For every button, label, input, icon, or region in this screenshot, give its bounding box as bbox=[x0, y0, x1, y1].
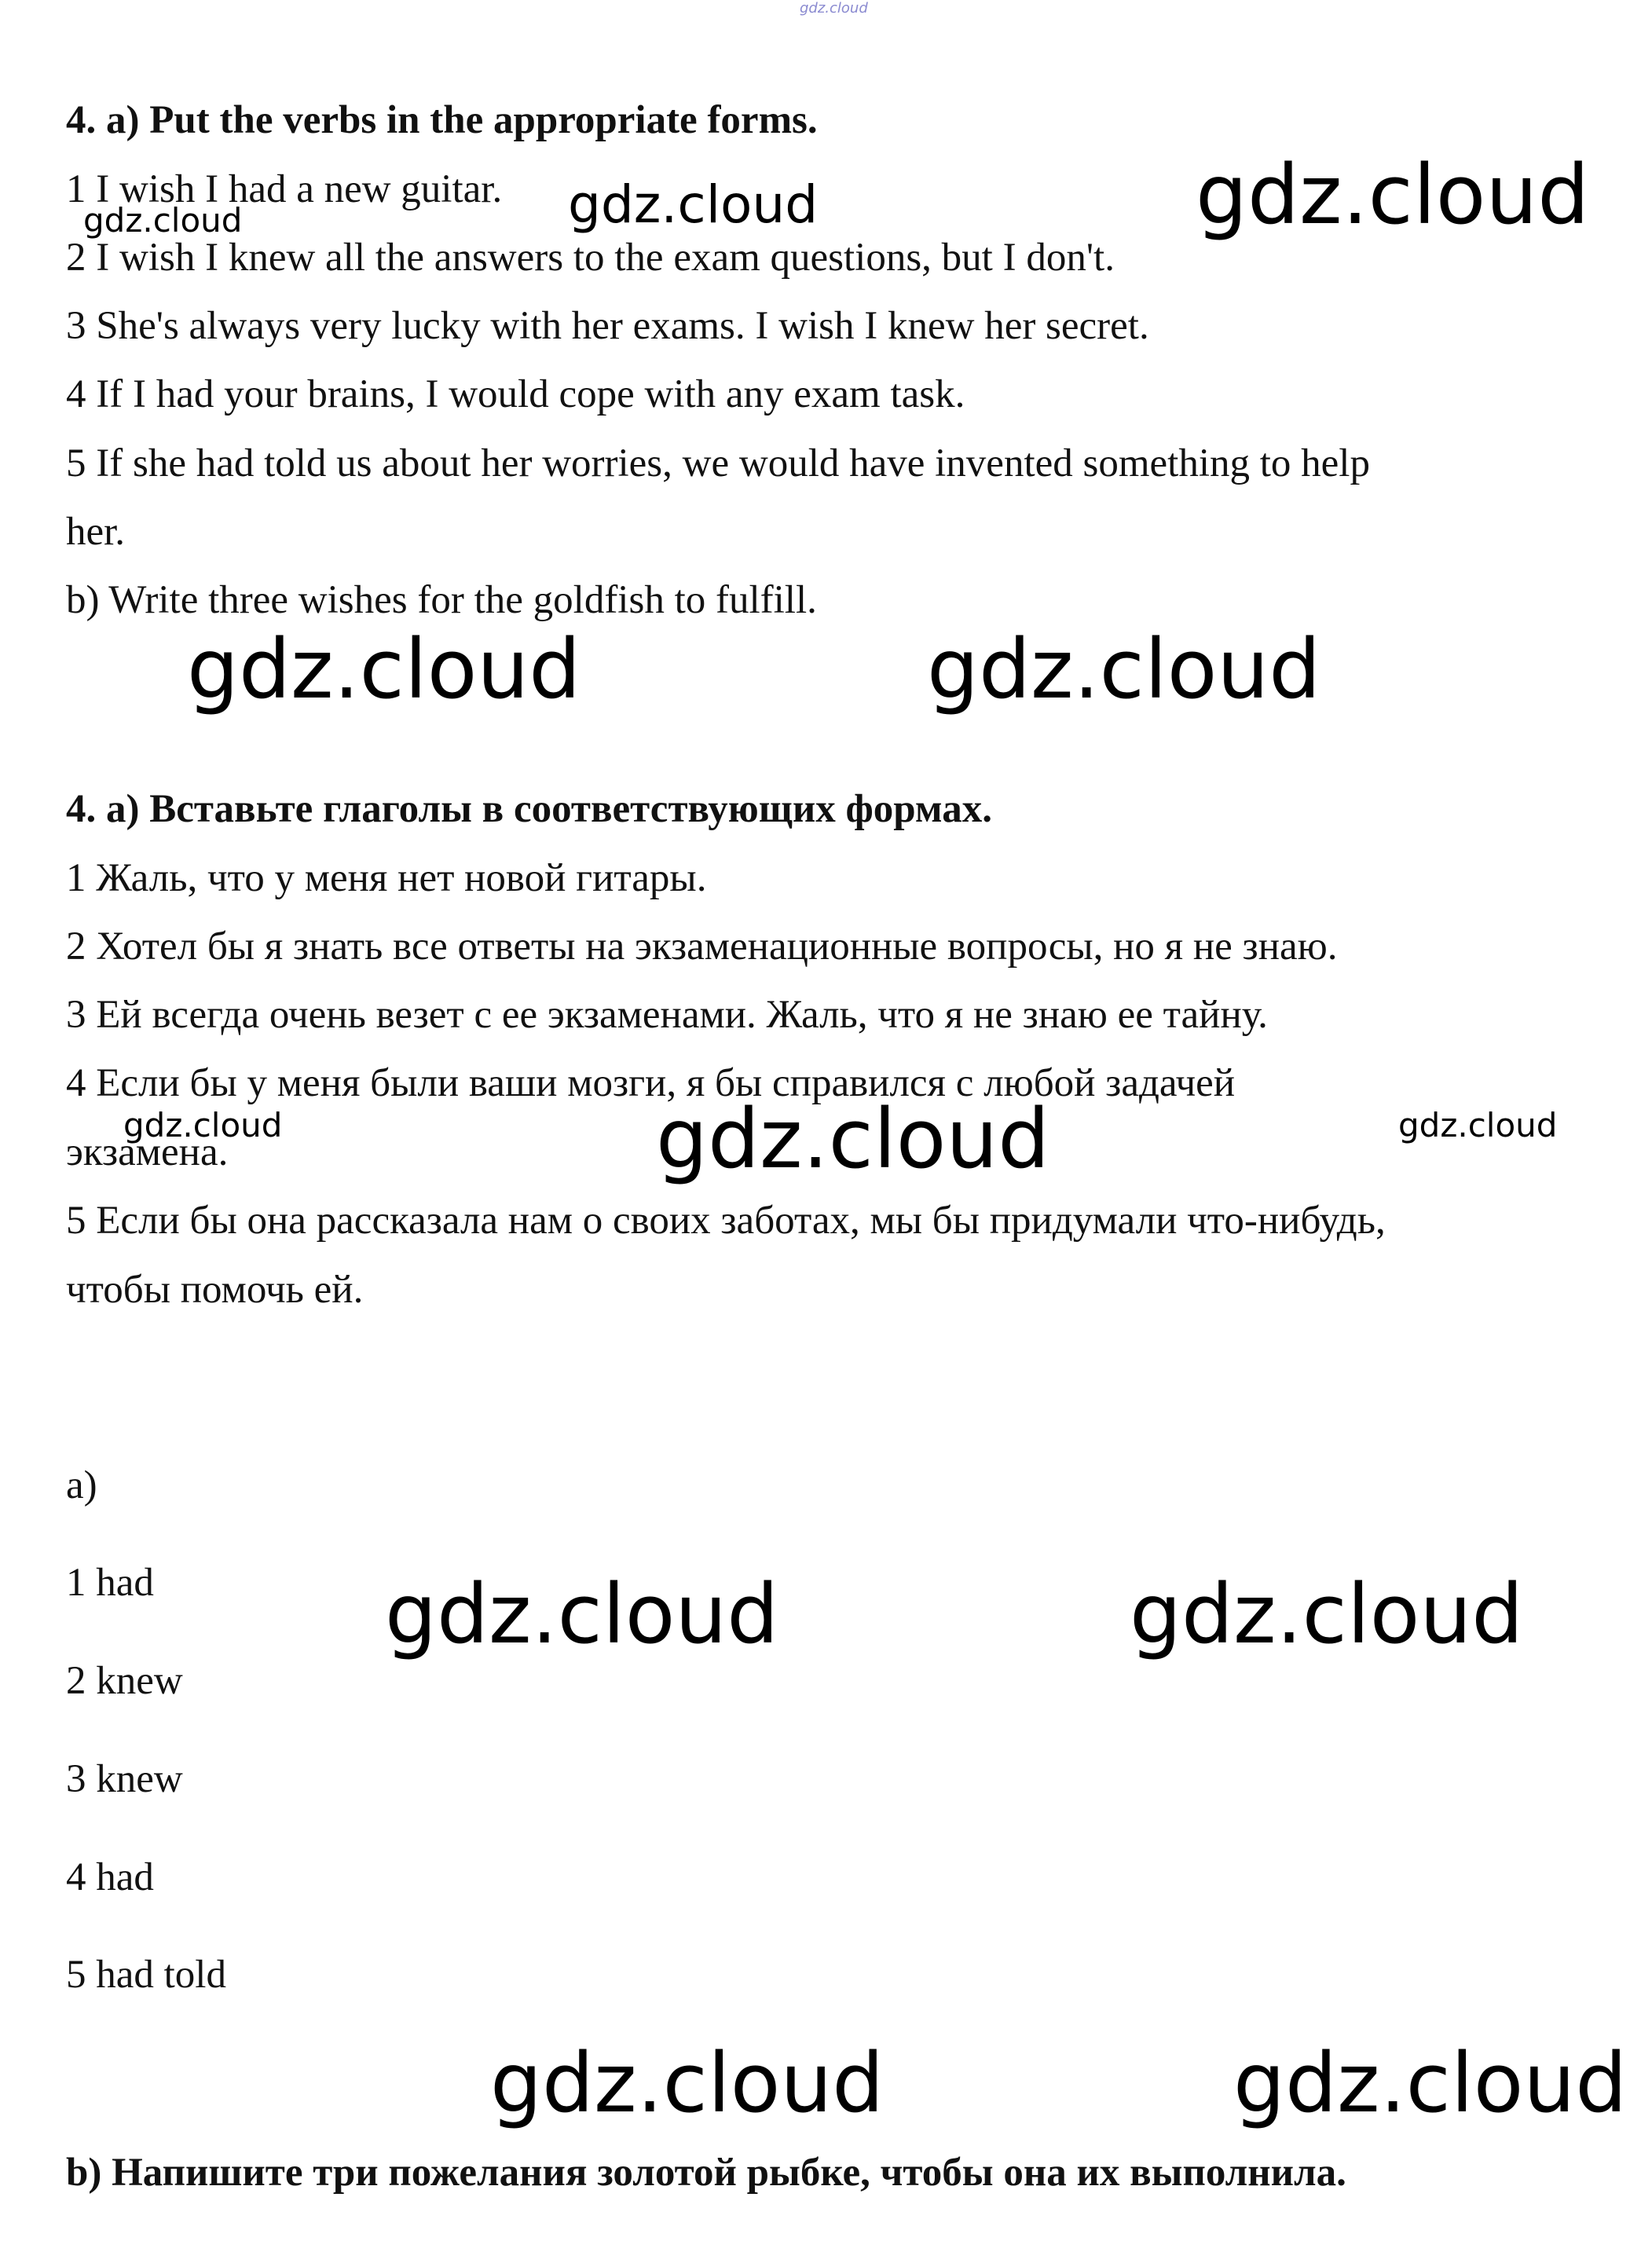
watermark: gdz.cloud bbox=[927, 621, 1321, 717]
english-part-b: b) Write three wishes for the goldfish to fulfill. bbox=[66, 578, 817, 622]
english-line-5: 5 If she had told us about her worries, we would have invented something to help bbox=[66, 441, 1370, 485]
russian-line-5: 5 Если бы она рассказала нам о своих заботах, мы бы придумали что-нибудь, bbox=[66, 1199, 1386, 1243]
watermark: gdz.cloud bbox=[187, 621, 581, 717]
watermark: gdz.cloud bbox=[1130, 1566, 1524, 1662]
answers-label: a) bbox=[66, 1463, 97, 1507]
watermark: gdz.cloud bbox=[1233, 2035, 1628, 2131]
watermark: gdz.cloud bbox=[83, 201, 243, 240]
russian-line-4-cont: экзамена. bbox=[66, 1130, 229, 1174]
answer-item-5: 5 had told bbox=[66, 1953, 226, 1997]
answer-item-1: 1 had bbox=[66, 1561, 154, 1605]
russian-line-4: 4 Если бы у меня были ваши мозги, я бы справился с любой задачей bbox=[66, 1061, 1236, 1105]
answers-part-b-heading: b) Напишите три пожелания золотой рыбке, чтобы она их выполнила. bbox=[66, 2151, 1346, 2195]
answer-item-4: 4 had bbox=[66, 1855, 154, 1899]
english-line-5-cont: her. bbox=[66, 510, 126, 554]
english-line-1: 1 I wish I had a new guitar. bbox=[66, 167, 503, 211]
russian-line-1: 1 Жаль, что у меня нет новой гитары. bbox=[66, 856, 707, 900]
watermark: gdz.cloud bbox=[490, 2035, 885, 2131]
watermark: gdz.cloud bbox=[656, 1091, 1050, 1187]
watermark: gdz.cloud bbox=[568, 174, 819, 235]
watermark: gdz.cloud bbox=[123, 1106, 283, 1144]
watermark: gdz.cloud bbox=[1398, 1106, 1558, 1144]
russian-line-2: 2 Хотел бы я знать все ответы на экзаменационные вопросы, но я не знаю. bbox=[66, 925, 1338, 969]
answer-item-3: 3 knew bbox=[66, 1757, 183, 1801]
english-line-3: 3 She's always very lucky with her exams. I wish I knew her secret. bbox=[66, 304, 1149, 348]
english-line-2: 2 I wish I knew all the answers to the exam questions, but I don't. bbox=[66, 236, 1115, 280]
english-line-4: 4 If I had your brains, I would cope with any exam task. bbox=[66, 372, 965, 416]
russian-line-3: 3 Ей всегда очень везет с ее экзаменами. Жаль, что я не знаю ее тайну. bbox=[66, 993, 1268, 1037]
answer-item-2: 2 knew bbox=[66, 1659, 183, 1703]
russian-heading: 4. а) Вставьте глаголы в соответствующих формах. bbox=[66, 787, 992, 831]
watermark: gdz.cloud bbox=[1196, 147, 1590, 243]
russian-line-5-cont: чтобы помочь ей. bbox=[66, 1268, 364, 1312]
english-heading: 4. a) Put the verbs in the appropriate forms. bbox=[66, 98, 818, 142]
watermark: gdz.cloud bbox=[385, 1566, 779, 1662]
top-watermark: gdz.cloud bbox=[800, 0, 868, 16]
